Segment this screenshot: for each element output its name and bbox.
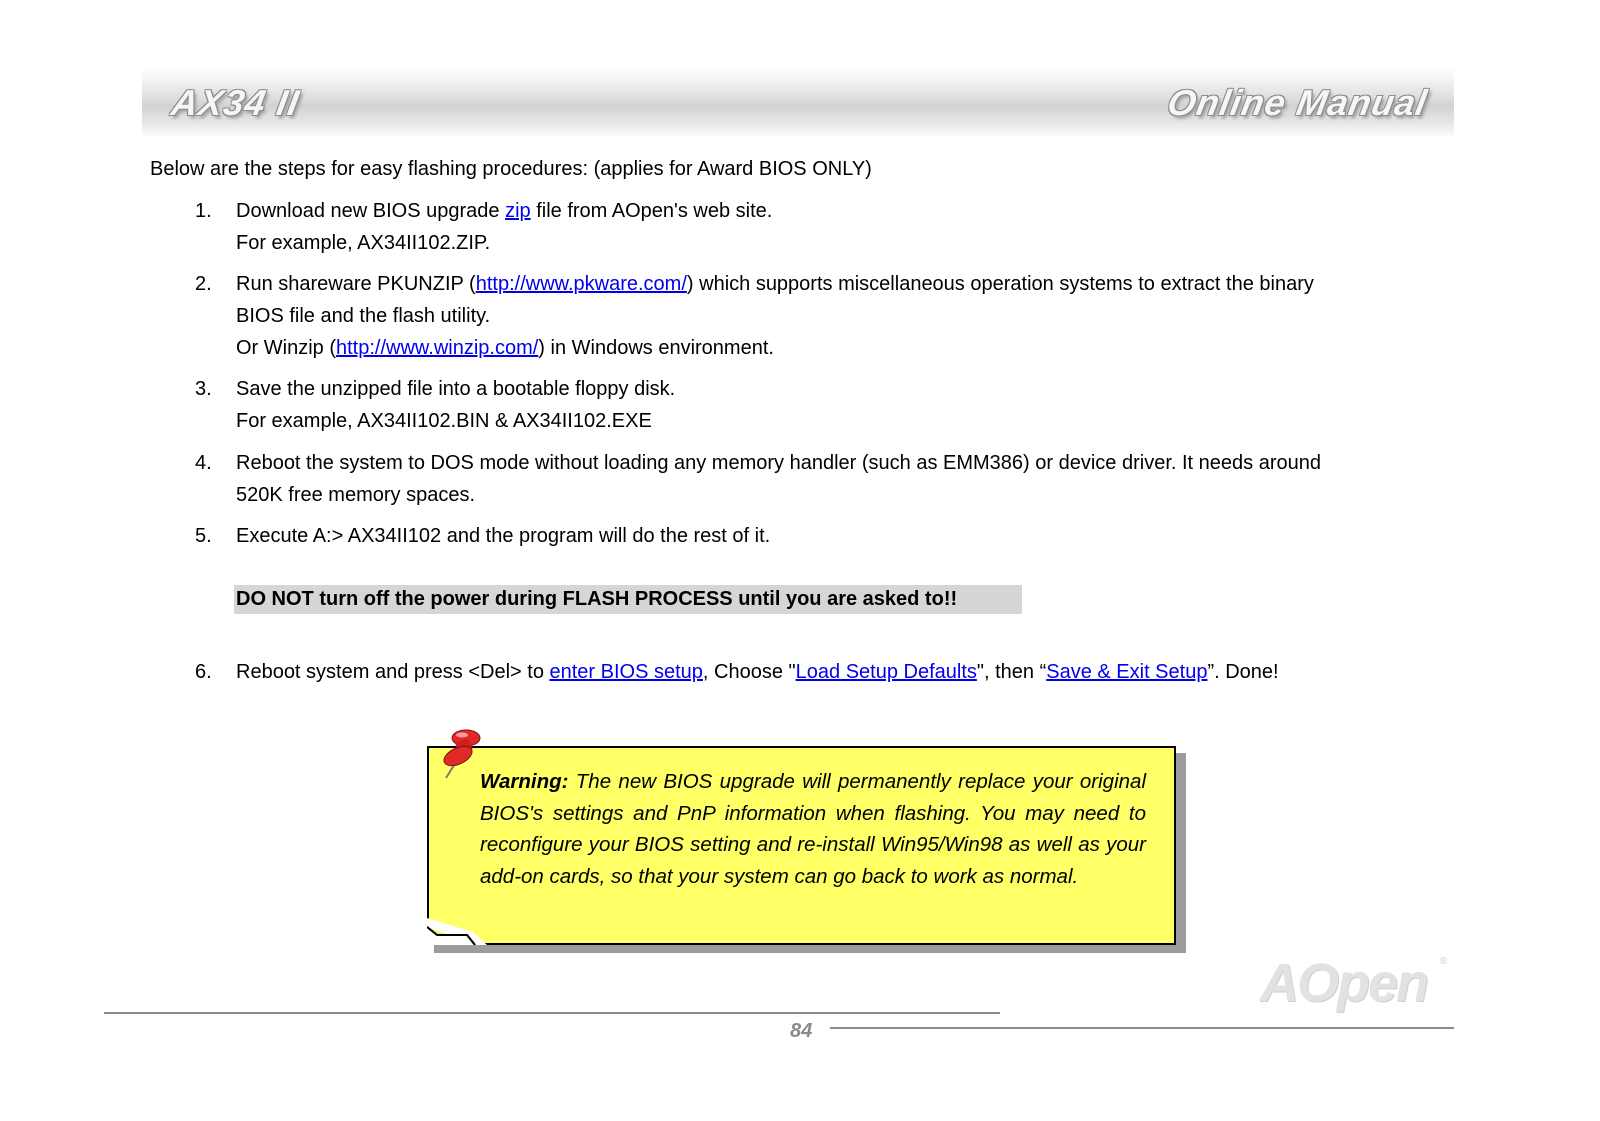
step-2-line-1 bbox=[236, 272, 1314, 296]
zip-link[interactable]: zip bbox=[505, 200, 531, 222]
footer-rule-left bbox=[104, 1012, 1000, 1014]
step-1-line-2: For example, AX34II102.ZIP. bbox=[236, 232, 491, 254]
enter-bios-setup-link[interactable]: enter BIOS setup bbox=[549, 661, 703, 683]
warning-note-text bbox=[480, 766, 1146, 892]
step-2-line-2: BIOS file and the flash utility. bbox=[236, 305, 491, 327]
step-6-text: Reboot system and press <Del> to bbox=[236, 661, 550, 683]
header-left-title: AX34 II bbox=[168, 82, 303, 123]
step-6-text-end: ”. Done! bbox=[1207, 661, 1279, 683]
registered-mark: ® bbox=[1440, 956, 1448, 967]
save-exit-setup-link[interactable]: Save & Exit Setup bbox=[1046, 661, 1208, 683]
step-2-line-3 bbox=[236, 336, 774, 360]
step-6-line-1 bbox=[236, 660, 1279, 684]
step-6-number: 6. bbox=[195, 661, 212, 683]
step-6-text-mid-2: ", then “ bbox=[976, 661, 1047, 683]
step-2-line-3-text: Or Winzip ( bbox=[236, 337, 336, 359]
pkware-link[interactable]: http://www.pkware.com/ bbox=[475, 273, 687, 295]
step-2-text: Run shareware PKUNZIP ( bbox=[236, 273, 476, 295]
load-setup-defaults-link[interactable]: Load Setup Defaults bbox=[795, 661, 977, 683]
step-1-line-1 bbox=[236, 199, 772, 223]
step-5-line-1: Execute A:> AX34II102 and the program will do the rest of it. bbox=[236, 525, 771, 547]
step-4-number: 4. bbox=[195, 452, 212, 474]
page-number: 84 bbox=[790, 1020, 813, 1042]
page-curl-icon bbox=[427, 918, 487, 945]
intro-text: Below are the steps for easy flashing procedures: (applies for Award BIOS ONLY) bbox=[150, 158, 872, 180]
warning-note-body: The new BIOS upgrade will permanently replace your original BIOS's settings and PnP information when flashing. You may need to reconfigure your BIOS setting and re-install Win95/Win98 as well as your add-on cards, so that your system can go back to work as normal. bbox=[480, 770, 1146, 888]
step-4-line-1: Reboot the system to DOS mode without loading any memory handler (such as EMM386) or device driver. It needs around bbox=[236, 452, 1321, 474]
footer-rule-right bbox=[830, 1027, 1454, 1029]
step-2-number: 2. bbox=[195, 273, 212, 295]
warning-banner: DO NOT turn off the power during FLASH PROCESS until you are asked to!! bbox=[236, 588, 958, 610]
step-6-text-mid-1: , Choose " bbox=[702, 661, 796, 683]
step-5-number: 5. bbox=[195, 525, 212, 547]
step-3-line-2: For example, AX34II102.BIN & AX34II102.EXE bbox=[236, 410, 652, 432]
step-1-text-end: file from AOpen's web site. bbox=[530, 200, 773, 222]
step-3-line-1: Save the unzipped file into a bootable floppy disk. bbox=[236, 378, 676, 400]
step-3-number: 3. bbox=[195, 378, 212, 400]
winzip-link[interactable]: http://www.winzip.com/ bbox=[336, 337, 539, 359]
aopen-logo: AOpen bbox=[1260, 953, 1428, 1013]
header-right-title: Online Manual bbox=[1164, 82, 1431, 123]
step-2-line-3-end: ) in Windows environment. bbox=[538, 337, 774, 359]
step-1-number: 1. bbox=[195, 200, 212, 222]
step-2-text-end: ) which supports miscellaneous operation systems to extract the binary bbox=[686, 273, 1314, 295]
step-1-text: Download new BIOS upgrade bbox=[236, 200, 506, 222]
step-4-line-2: 520K free memory spaces. bbox=[236, 484, 475, 506]
warning-note-label: Warning: bbox=[480, 770, 569, 793]
